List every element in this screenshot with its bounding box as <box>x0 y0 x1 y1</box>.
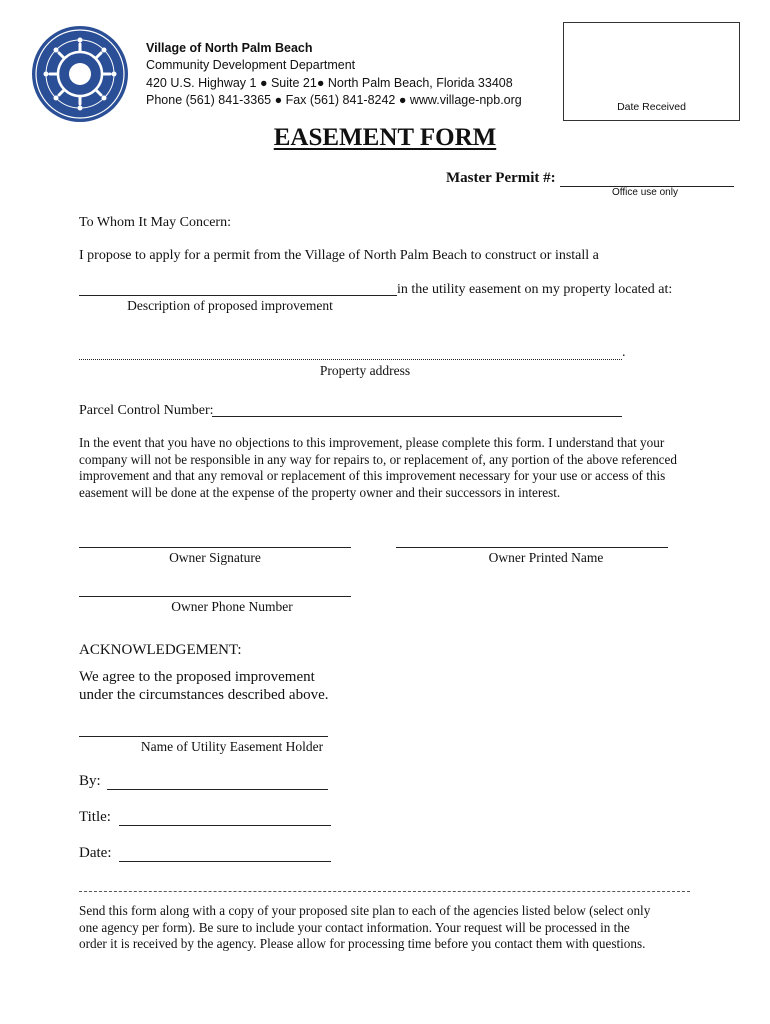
instructions-line: order it is received by the agency. Please allow for processing time before you contact them with questions. <box>79 936 646 951</box>
terms-line: In the event that you have no objections to this improvement, please complete this form. I understand that your <box>79 435 665 450</box>
property-address-field[interactable] <box>79 359 622 360</box>
office-use-note: Office use only <box>612 187 678 198</box>
acknowledgement-text <box>79 668 328 704</box>
easement-holder-label: Name of Utility Easement Holder <box>140 739 324 754</box>
parcel-field[interactable] <box>212 416 622 417</box>
instructions-line: one agency per form). Be sure to include your contact information. Your request will be processed in the <box>79 919 630 935</box>
village-seal <box>30 24 130 124</box>
salutation: To Whom It May Concern: <box>79 215 231 230</box>
contact-line: Phone (561) 841-3365 ● Fax (561) 841-8242 ● www.village-npb.org <box>146 93 522 107</box>
improvement-field[interactable] <box>79 295 397 296</box>
date-received-box[interactable] <box>563 22 740 121</box>
improvement-label: Description of proposed improvement <box>127 298 333 313</box>
owner-signature-label: Owner Signature <box>169 550 261 565</box>
date-field[interactable] <box>119 861 331 862</box>
terms-line: easement will be done at the expense of the property owner and their successors in interest. <box>79 484 561 500</box>
owner-phone-label: Owner Phone Number <box>171 599 293 614</box>
department: Community Development Department <box>146 58 356 72</box>
easement-holder-field[interactable] <box>79 736 328 737</box>
acknowledgement-line: under the circumstances described above. <box>79 687 329 703</box>
title-field[interactable] <box>119 825 331 826</box>
address-line: 420 U.S. Highway 1 ● Suite 21● North Palm Beach, Florida 33408 <box>146 76 513 90</box>
terms-paragraph <box>79 435 719 501</box>
owner-phone-field[interactable] <box>79 596 351 597</box>
terms-line: improvement and that any removal or replacement of this improvement necessary for your use or access of this <box>79 468 666 483</box>
instructions-paragraph <box>79 903 719 953</box>
org-name: Village of North Palm Beach <box>146 41 313 55</box>
master-permit-label: Master Permit #: <box>446 170 556 186</box>
cut-line-divider <box>79 891 690 892</box>
instructions-line: Send this form along with a copy of your proposed site plan to each of the agencies listed below (select only <box>79 903 651 918</box>
owner-printed-name-label: Owner Printed Name <box>488 550 604 565</box>
ship-wheel-icon <box>30 24 130 124</box>
by-label: By: <box>79 773 101 789</box>
easement-suffix: in the utility easement on my property located at: <box>397 282 673 297</box>
terms-line: company will not be responsible in any way for repairs to, or replacement of, any portion of the above referenced <box>79 451 677 467</box>
owner-printed-name-field[interactable] <box>396 547 668 548</box>
title-label: Title: <box>79 809 111 825</box>
date-received-label: Date Received <box>617 101 686 113</box>
property-address-label: Property address <box>319 363 411 378</box>
intro-text: I propose to apply for a permit from the Village of North Palm Beach to construct or install a <box>79 248 599 263</box>
owner-signature-field[interactable] <box>79 547 351 548</box>
parcel-label: Parcel Control Number: <box>79 403 214 418</box>
by-field[interactable] <box>107 789 328 790</box>
acknowledgement-line: We agree to the proposed improvement <box>79 669 315 685</box>
address-end-mark: . <box>622 345 626 360</box>
date-label: Date: <box>79 845 112 861</box>
acknowledgement-heading: ACKNOWLEDGEMENT: <box>79 642 242 658</box>
form-title: EASEMENT FORM <box>273 124 497 151</box>
